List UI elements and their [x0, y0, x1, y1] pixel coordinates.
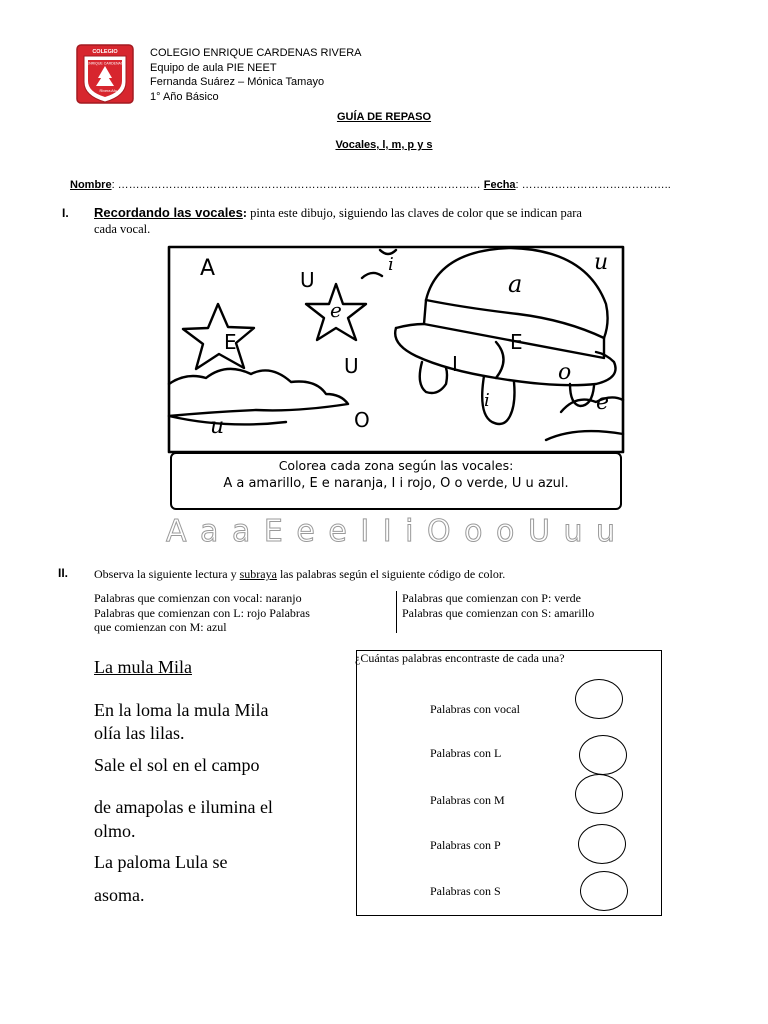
school-name: COLEGIO ENRIQUE CARDENAS RIVERA — [150, 47, 362, 59]
section-2-intro-post: las palabras según el siguiente código de color. — [276, 567, 506, 581]
nombre-field[interactable]: : ……………………………………………………………………………………… — [111, 179, 481, 191]
count-label: Palabras con M — [430, 793, 505, 807]
story-line: La paloma Lula se — [94, 852, 228, 872]
section-1-instructions — [94, 205, 734, 237]
fecha-label: Fecha — [483, 179, 516, 191]
color-code-divider — [396, 591, 397, 633]
count-answer-circle[interactable] — [578, 824, 626, 864]
story-line: En la loma la mula Mila — [94, 700, 269, 720]
nombre-label: Nombre — [70, 179, 112, 191]
count-question: ¿Cuántas palabras encontraste de cada una? — [355, 651, 565, 665]
section-1-text-2: cada vocal. — [94, 222, 151, 236]
logo-text-4: Afo — [111, 89, 117, 93]
story-line: olmo. — [94, 821, 136, 841]
drawing-letter: i — [484, 390, 490, 411]
drawing-letter: A — [200, 256, 216, 281]
section-2-intro-pre: Observa la siguiente lectura y — [94, 567, 240, 581]
count-answer-circle[interactable] — [575, 774, 623, 814]
drawing-letter: a — [508, 270, 523, 298]
section-1-number: I. — [62, 206, 69, 220]
page-title: GUÍA DE REPASO — [336, 111, 432, 123]
color-code-item: que comienzan con M: azul — [94, 620, 227, 634]
section-2-intro-underlined: subraya — [239, 567, 277, 581]
count-answer-circle[interactable] — [580, 871, 628, 911]
coloring-drawing — [166, 244, 628, 456]
drawing-letter: O — [354, 408, 370, 432]
color-legend-line-2: A a amarillo, E e naranja, I i rojo, O o verde, U u azul. — [223, 476, 569, 491]
page-subtitle: Vocales, l, m, p y s — [335, 139, 433, 151]
drawing-letter: e — [596, 390, 610, 415]
drawing-letter: o — [558, 360, 572, 385]
count-label: Palabras con S — [430, 884, 501, 898]
logo-text-1: COLEGIO — [92, 49, 118, 55]
count-answer-circle[interactable] — [579, 735, 627, 775]
count-label: Palabras con P — [430, 838, 501, 852]
teachers-names: Fernanda Suárez – Mónica Tamayo — [150, 76, 325, 88]
section-1-colon: : — [242, 206, 248, 220]
section-1-text-1: pinta este dibujo, siguiendo las claves de color que se indican para — [247, 206, 582, 220]
section-2-number: II. — [58, 566, 69, 580]
drawing-letter: e — [330, 298, 342, 322]
color-code-item: Palabras que comienzan con S: amarillo — [402, 605, 595, 620]
drawing-letter: I — [452, 352, 458, 376]
count-answer-circle[interactable] — [575, 679, 623, 719]
count-label: Palabras con vocal — [430, 702, 520, 716]
story-line: Sale el sol en el campo — [94, 755, 260, 775]
color-code-item: Palabras que comienzan con L: rojo Palabras — [94, 605, 310, 620]
drawing-letter: i — [388, 254, 394, 275]
drawing-letter: u — [594, 250, 609, 275]
fecha-field[interactable]: : ………………………………….. — [515, 179, 671, 191]
tracing-letters: A a a E e e I I i O o o U u u — [166, 514, 618, 549]
name-date-line — [70, 179, 671, 191]
header-block — [150, 46, 362, 104]
color-code-item: Palabras que comienzan con vocal: naranjo — [94, 591, 302, 605]
drawing-letter: U — [344, 354, 359, 378]
count-label: Palabras con L — [430, 746, 502, 760]
school-logo — [76, 44, 134, 106]
logo-text-3: Rivera — [99, 89, 111, 93]
drawing-letter: E — [224, 330, 237, 354]
drawing-letter: E — [510, 330, 523, 354]
story-line: asoma. — [94, 885, 145, 905]
drawing-letter: U — [300, 268, 315, 292]
drawing-letter: u — [210, 414, 225, 439]
story-title: La mula Mila — [94, 657, 192, 677]
color-code-right — [402, 591, 702, 620]
color-code-item: Palabras que comienzan con P: verde — [402, 591, 581, 605]
color-code-left — [94, 591, 394, 635]
story-line: de amapolas e ilumina el — [94, 797, 273, 817]
color-legend-line-1: Colorea cada zona según las vocales: — [278, 458, 514, 473]
section-1-heading: Recordando las vocales — [94, 205, 243, 220]
grade-level: 1° Año Básico — [150, 90, 219, 103]
section-2-instructions — [94, 566, 744, 582]
logo-text-2: ENRIQUE CARDENAS — [86, 61, 124, 66]
story-line: olía las lilas. — [94, 723, 185, 743]
team-name: Equipo de aula PIE NEET — [150, 61, 277, 74]
